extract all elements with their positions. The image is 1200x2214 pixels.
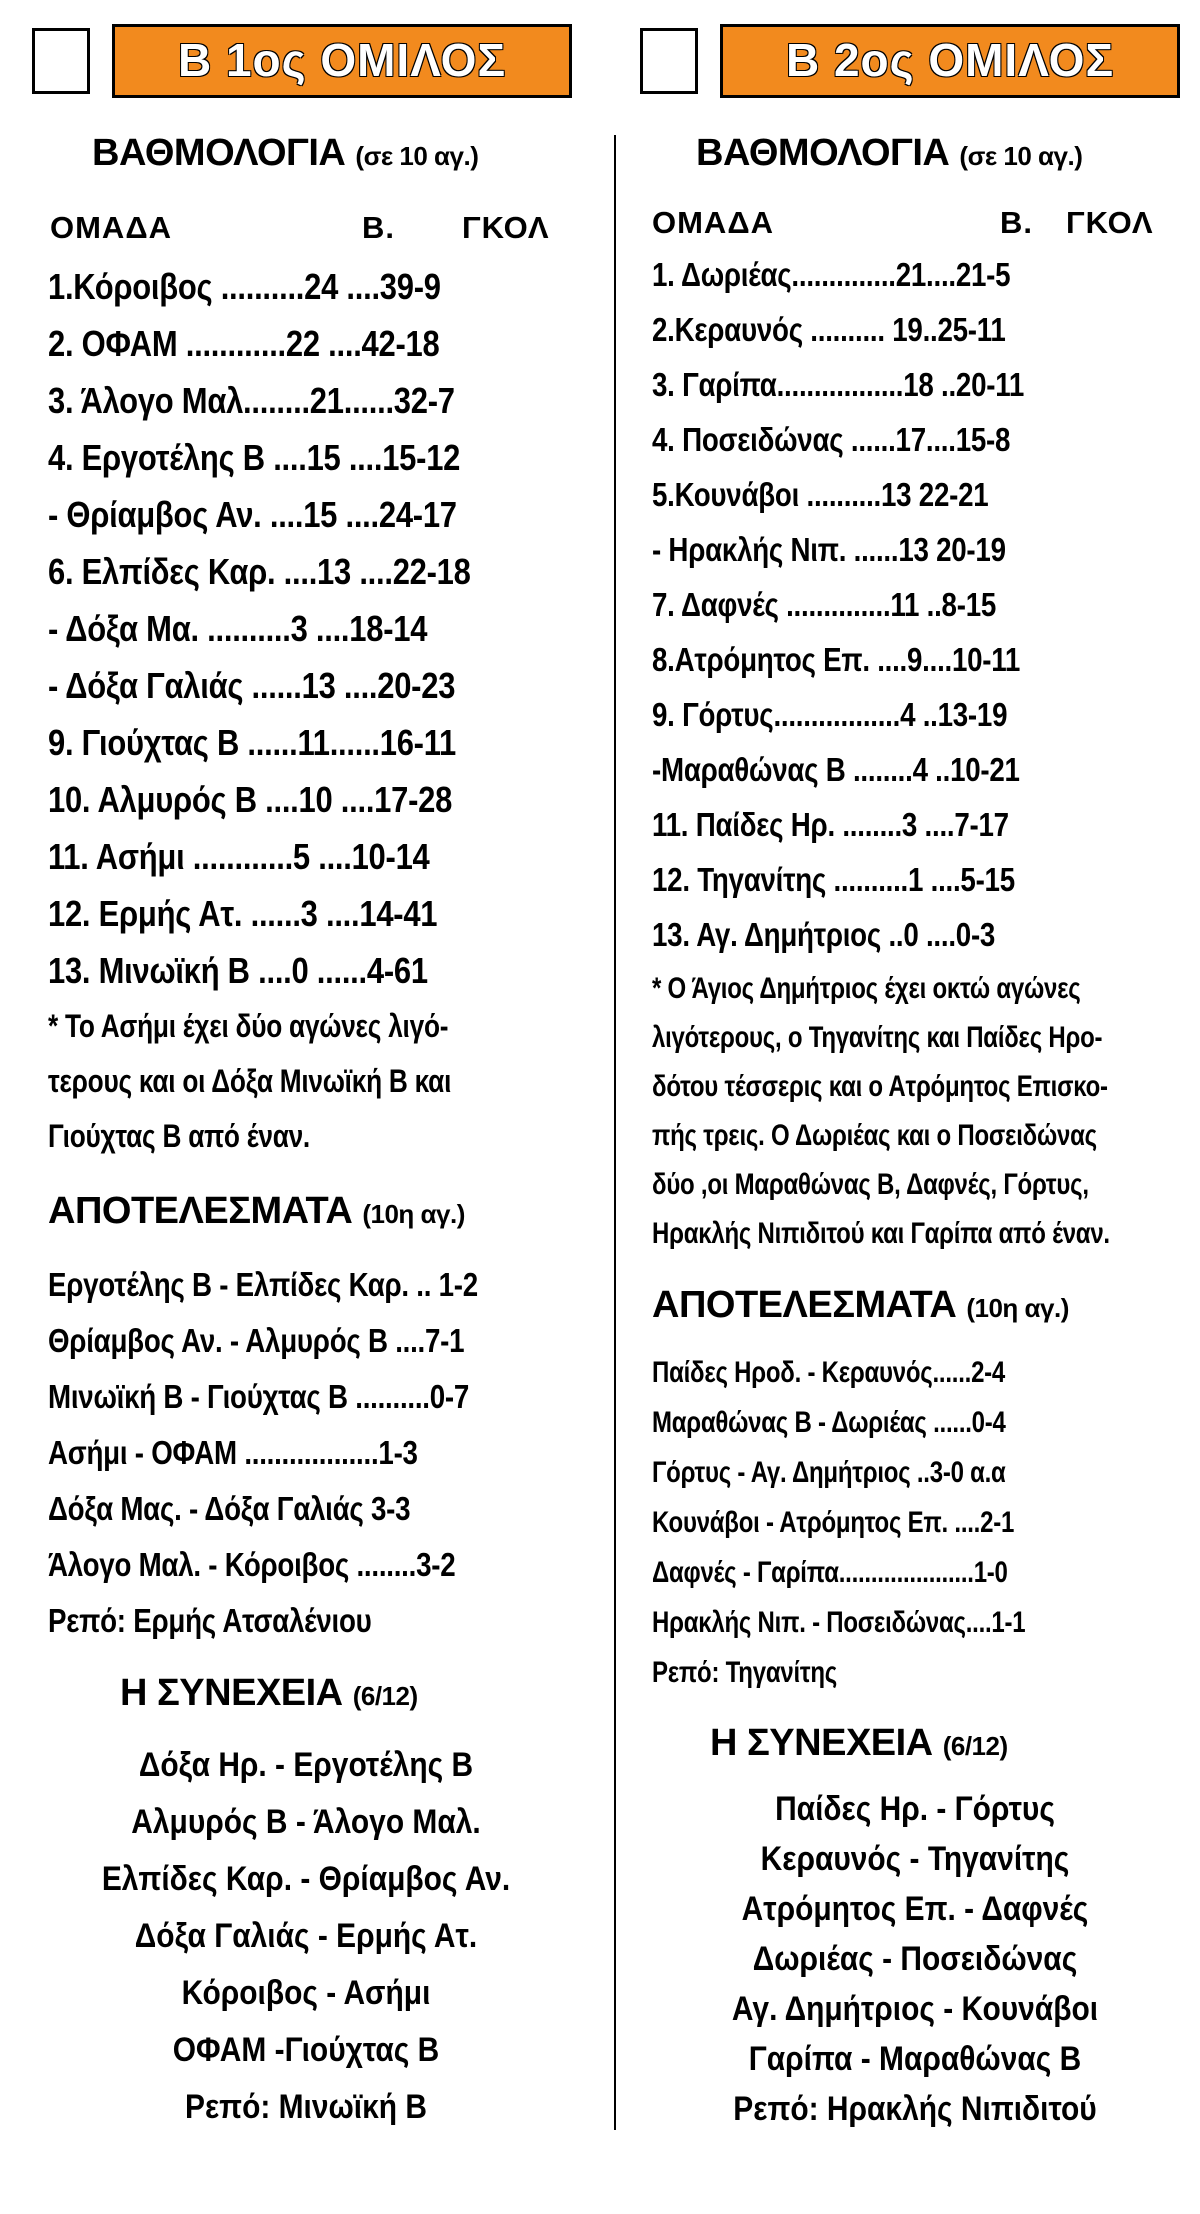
group-2-column [630, 0, 1200, 2214]
standings-row: 5.Κουνάβοι ..........13 22-21 [652, 476, 989, 513]
fixture-row: Αγ. Δημήτριος - Κουνάβοι [731, 1990, 1099, 2028]
result-row: Κουνάβοι - Ατρόμητος Επ. ....2-1 [652, 1506, 1015, 1539]
result-row: Παίδες Ηροδ. - Κεραυνός......2-4 [652, 1356, 1006, 1389]
standings-title-text: ΒΑΘΜΟΛΟΓΙΑ [92, 132, 346, 174]
standings-subtitle: (σε 10 αγ.) [959, 141, 1083, 171]
standings-note-line: Ηρακλής Νιπιδιτού και Γαρίπα από έναν. [652, 1217, 1110, 1250]
standings-row: 8.Ατρόμητος Επ. ....9....10-11 [652, 641, 1021, 678]
standings-row: 6. Ελπίδες Καρ. ....13 ....22-18 [48, 551, 471, 592]
result-row: Δαφνές - Γαρίπα.....................1-0 [652, 1556, 1008, 1589]
standings-subtitle: (σε 10 αγ.) [355, 141, 479, 171]
results-title-text: ΑΠΟΤΕΛΕΣΜΑΤΑ [48, 1190, 353, 1232]
result-row: Ασήμι - ΟΦΑΜ ..................1-3 [48, 1434, 418, 1471]
next-title-text: Η ΣΥΝΕΧΕΙΑ [120, 1672, 343, 1714]
fixture-row: Ελπίδες Καρ. - Θρίαμβος Αν. [101, 1860, 511, 1898]
fixture-row: Αλμυρός Β - Άλογο Μαλ. [131, 1803, 481, 1841]
standings-row: - Ηρακλής Νιπ. ......13 20-19 [652, 531, 1006, 568]
standings-note-line: λιγότερους, ο Τηγανίτης και Παίδες Ηρο- [652, 1021, 1103, 1054]
result-row: Μαραθώνας Β - Δωριέας ......0-4 [652, 1406, 1006, 1439]
standings-note-line: τερους και οι Δόξα Μινωϊκή Β και [48, 1063, 452, 1099]
result-row: Άλογο Μαλ. - Κόροιβος ........3-2 [48, 1546, 456, 1583]
standings-row: 11. Παίδες Ηρ. ........3 ....7-17 [652, 806, 1009, 843]
fixture-row: ΟΦΑΜ -Γιούχτας Β [172, 2031, 440, 2069]
standings-title-text: ΒΑΘΜΟΛΟΓΙΑ [696, 132, 950, 174]
col-header-team: ΟΜΑΔΑ [652, 205, 774, 240]
standings-row: 12. Τηγανίτης ..........1 ....5-15 [652, 861, 1015, 898]
col-header-goals: ΓΚΟΛ [462, 210, 550, 245]
standings-note-line: * Ο Άγιος Δημήτριος έχει οκτώ αγώνες [652, 972, 1081, 1005]
results-subtitle: (10η αγ.) [362, 1199, 465, 1229]
group-1-results-title [48, 1190, 465, 1233]
standings-note-line: πής τρεις. Ο Δωριέας και ο Ποσειδώνας [652, 1119, 1097, 1152]
fixture-row: Γαρίπα - Μαραθώνας Β [748, 2040, 1082, 2078]
fixture-row: Δόξα Ηρ. - Εργοτέλης Β [138, 1746, 474, 1784]
standings-row: 9. Γόρτυς.................4 ..13-19 [652, 696, 1008, 733]
standings-row: -Μαραθώνας Β ........4 ..10-21 [652, 751, 1020, 788]
standings-row: 13. Αγ. Δημήτριος ..0 ....0-3 [652, 916, 996, 953]
group-1-standings-title [92, 132, 478, 175]
standings-row: 10. Αλμυρός Β ....10 ....17-28 [48, 779, 453, 820]
result-row: Δόξα Μας. - Δόξα Γαλιάς 3-3 [48, 1490, 411, 1527]
standings-row: 3. Άλογο Μαλ........21......32-7 [48, 380, 455, 421]
standings-row: 2. ΟΦΑΜ ............22 ....42-18 [48, 323, 440, 364]
column-divider [614, 135, 616, 2130]
standings-row: - Δόξα Μα. ..........3 ....18-14 [48, 608, 428, 649]
group-1-next-title [120, 1672, 418, 1715]
group-2-standings-title [696, 132, 1082, 175]
fixture-row: Παίδες Ηρ. - Γόρτυς [775, 1790, 1055, 1828]
fixture-row: Δωριέας - Ποσειδώνας [752, 1940, 1078, 1978]
col-header-points: Β. [1000, 205, 1033, 240]
standings-row: 11. Ασήμι ............5 ....10-14 [48, 836, 430, 877]
results-title-text: ΑΠΟΤΕΛΕΣΜΑΤΑ [652, 1284, 957, 1326]
standings-note-line: * Το Ασήμι έχει δύο αγώνες λιγό- [48, 1008, 449, 1044]
standings-row: 4. Εργοτέλης Β ....15 ....15-12 [48, 437, 461, 478]
group-2-banner: B 2ος ΟΜΙΛΟΣ [720, 24, 1180, 98]
standings-note-line: δότου τέσσερις και ο Ατρόμητος Επισκο- [652, 1070, 1108, 1103]
fixture-row: Κόροιβος - Ασήμι [181, 1974, 431, 2012]
fixture-row: Ατρόμητος Επ. - Δαφνές [741, 1890, 1089, 1928]
fixture-bye: Ρεπό: Μινωϊκή Β [185, 2088, 427, 2126]
group-1-checkbox[interactable] [32, 28, 90, 94]
standings-row: 12. Ερμής Ατ. ......3 ....14-41 [48, 893, 438, 934]
standings-row: 2.Κεραυνός .......... 19..25-11 [652, 311, 1006, 348]
fixture-row: Κεραυνός - Τηγανίτης [760, 1840, 1070, 1878]
standings-row: 1.Κόροιβος ..........24 ....39-9 [48, 266, 441, 307]
group-2-results-title [652, 1284, 1069, 1327]
col-header-points: Β. [362, 210, 395, 245]
next-subtitle: (6/12) [352, 1681, 418, 1711]
group-2-checkbox[interactable] [640, 28, 698, 94]
standings-row: - Δόξα Γαλιάς ......13 ....20-23 [48, 665, 456, 706]
group-1-banner: B 1ος ΟΜΙΛΟΣ [112, 24, 572, 98]
next-title-text: Η ΣΥΝΕΧΕΙΑ [710, 1722, 933, 1764]
standings-row: 13. Μινωϊκή Β ....0 ......4-61 [48, 950, 428, 991]
result-row: Γόρτυς - Αγ. Δημήτριος ..3-0 α.α [652, 1456, 1006, 1489]
results-subtitle: (10η αγ.) [966, 1293, 1069, 1323]
col-header-team: ΟΜΑΔΑ [50, 210, 172, 245]
standings-row: - Θρίαμβος Αν. ....15 ....24-17 [48, 494, 457, 535]
fixture-row: Δόξα Γαλιάς - Ερμής Ατ. [134, 1917, 478, 1955]
result-row: Θρίαμβος Αν. - Αλμυρός Β ....7-1 [48, 1322, 465, 1359]
standings-row: 7. Δαφνές ..............11 ..8-15 [652, 586, 997, 623]
standings-note-line: δύο ,οι Μαραθώνας Β, Δαφνές, Γόρτυς, [652, 1168, 1089, 1201]
standings-row: 1. Δωριέας..............21....21-5 [652, 256, 1011, 293]
result-bye: Ρεπό: Ερμής Ατσαλένιου [48, 1602, 372, 1639]
fixture-bye: Ρεπό: Ηρακλής Νιπιδιτού [733, 2090, 1097, 2128]
result-bye: Ρεπό: Τηγανίτης [652, 1656, 838, 1689]
result-row: Ηρακλής Νιπ. - Ποσειδώνας....1-1 [652, 1606, 1026, 1639]
standings-note-line: Γιούχτας Β από έναν. [48, 1118, 310, 1154]
col-header-goals: ΓΚΟΛ [1066, 205, 1154, 240]
standings-row: 3. Γαρίπα.................18 ..20-11 [652, 366, 1025, 403]
standings-row: 9. Γιούχτας Β ......11......16-11 [48, 722, 456, 763]
group-2-next-title [710, 1722, 1008, 1765]
next-subtitle: (6/12) [942, 1731, 1008, 1761]
result-row: Μινωϊκή Β - Γιούχτας Β ..........0-7 [48, 1378, 470, 1415]
result-row: Εργοτέλης Β - Ελπίδες Καρ. .. 1-2 [48, 1266, 478, 1303]
standings-row: 4. Ποσειδώνας ......17....15-8 [652, 421, 1011, 458]
